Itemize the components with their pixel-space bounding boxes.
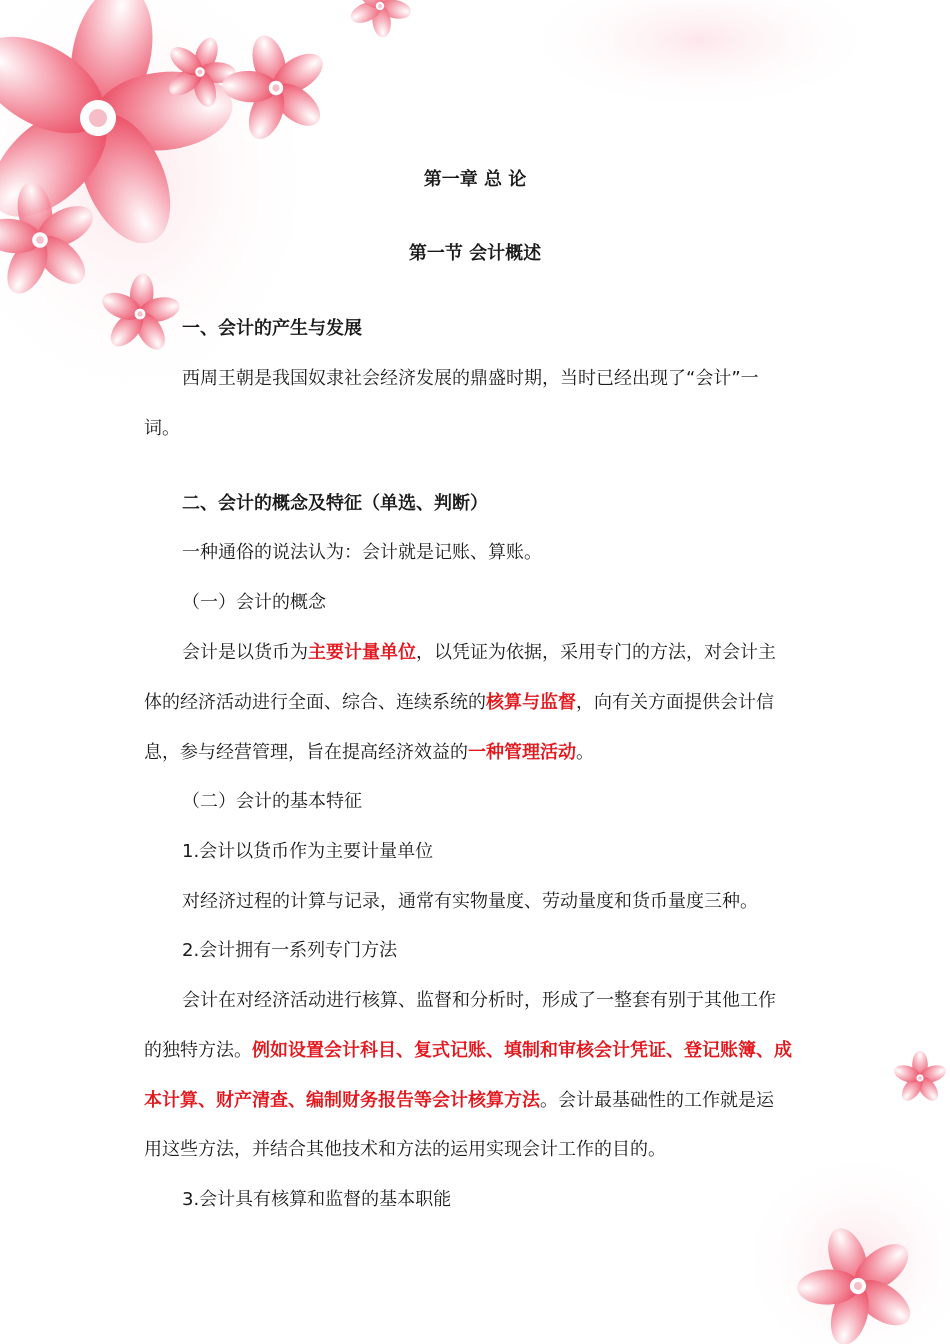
emphasis-text: 本计算、财产清查、编制财务报告等会计核算方法 <box>144 1090 540 1111</box>
heading-concept: 二、会计的概念及特征（单选、判断） <box>182 493 488 514</box>
text-span: 息，参与经营管理，旨在提高经济效益的 <box>144 742 468 763</box>
definition-line <box>144 691 774 715</box>
emphasis-text: 例如设置会计科目、复式记账、填制和审核会计凭证、登记账簿、成 <box>252 1040 792 1061</box>
text-span: 的独特方法。 <box>144 1040 252 1061</box>
emphasis-text: 一种管理活动 <box>468 742 576 763</box>
text-span: ，以凭证为依据，采用专门的方法，对会计主 <box>416 642 776 663</box>
paragraph-line: 会计在对经济活动进行核算、监督和分析时，形成了一整套有别于其他工作 <box>182 990 776 1011</box>
heading-origin: 一、会计的产生与发展 <box>182 318 362 339</box>
emphasis-text: 主要计量单位 <box>308 642 416 663</box>
paragraph-line: 西周王朝是我国奴隶社会经济发展的鼎盛时期，当时已经出现了“会计”一 <box>182 368 759 389</box>
paragraph-line: 对经济过程的计算与记录，通常有实物量度、劳动量度和货币量度三种。 <box>182 891 758 912</box>
section-title: 第一节 会计概述 <box>408 243 542 264</box>
text-span: 会计是以货币为 <box>182 642 308 663</box>
text-span: 。会计最基础性的工作就是运 <box>540 1090 774 1111</box>
chapter-title: 第一章 总 论 <box>423 169 527 190</box>
paragraph-line <box>144 1089 774 1113</box>
feature-item: 3.会计具有核算和监督的基本职能 <box>182 1189 452 1210</box>
text-span: 。 <box>576 742 594 763</box>
emphasis-text: 核算与监督 <box>486 692 576 713</box>
paragraph-line: 一种通俗的说法认为：会计就是记账、算账。 <box>182 542 542 563</box>
subheading-concept: （一）会计的概念 <box>182 592 326 613</box>
paragraph-line: 用这些方法，并结合其他技术和方法的运用实现会计工作的目的。 <box>144 1139 666 1160</box>
feature-item: 1.会计以货币作为主要计量单位 <box>182 841 434 862</box>
feature-item: 2.会计拥有一系列专门方法 <box>182 940 398 961</box>
subheading-features: （二）会计的基本特征 <box>182 791 362 812</box>
paragraph-line: 词。 <box>144 418 180 439</box>
definition-line <box>144 741 594 765</box>
text-span: 体的经济活动进行全面、综合、连续系统的 <box>144 692 486 713</box>
definition-line <box>182 641 776 665</box>
paragraph-line <box>144 1039 792 1063</box>
text-span: ，向有关方面提供会计信 <box>576 692 774 713</box>
